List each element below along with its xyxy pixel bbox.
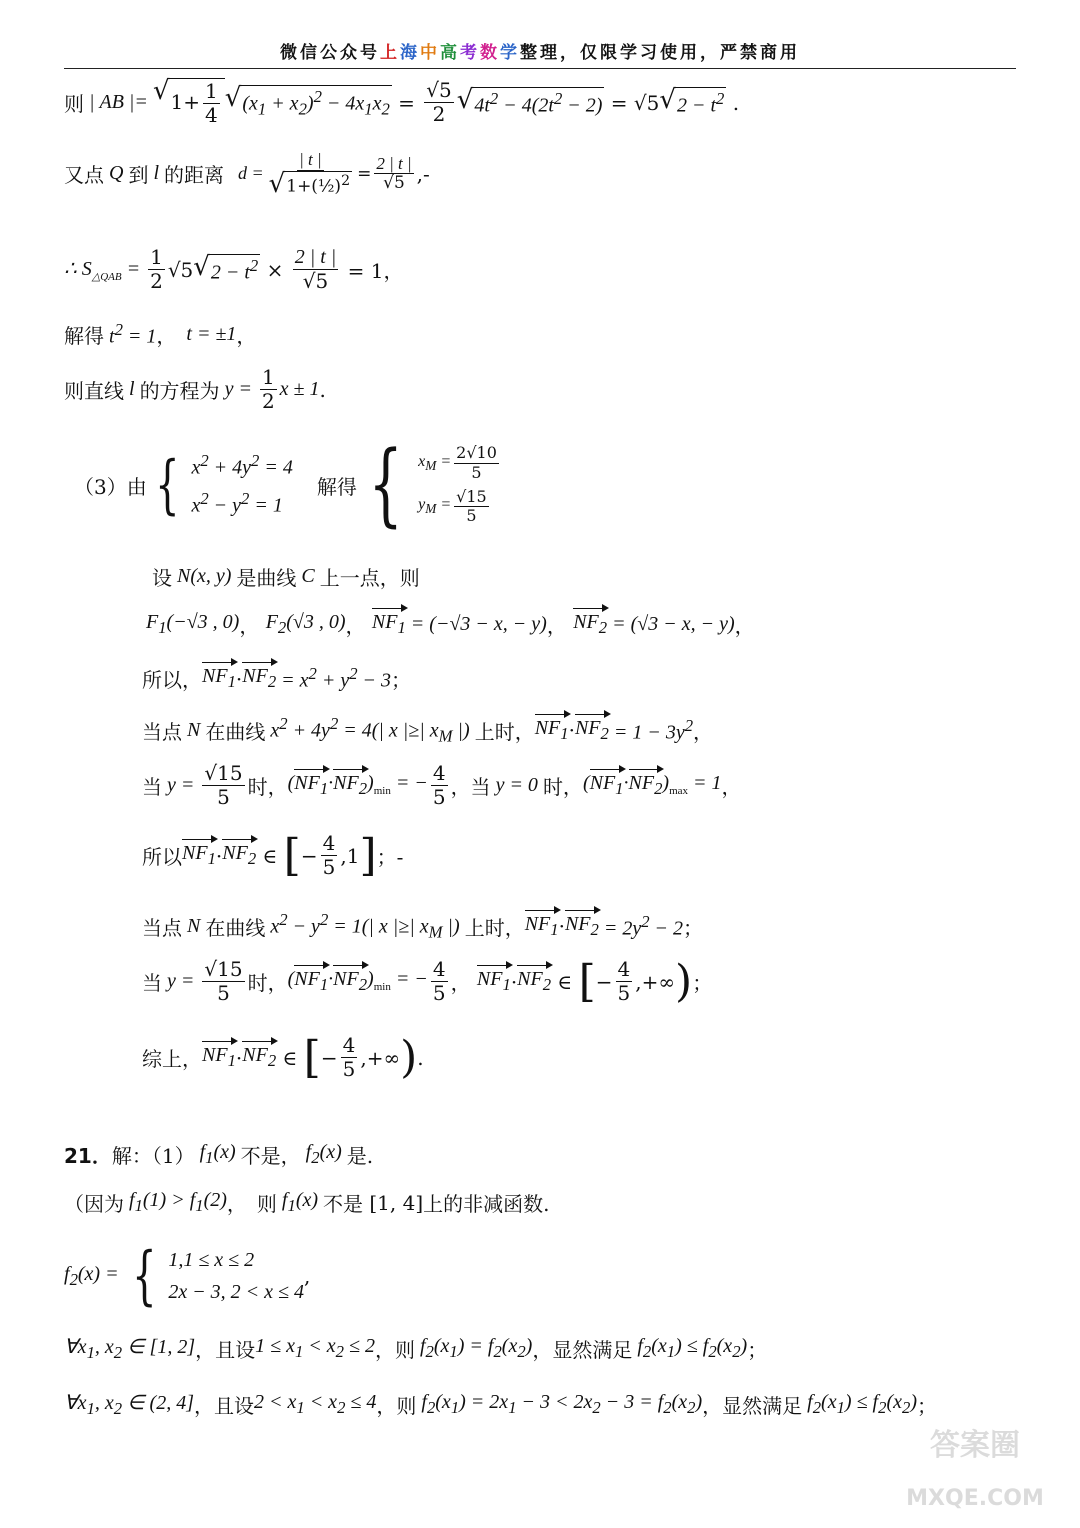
eq-dot-product: 所以， $NF_1$ · $NF_2$ = $x^2 + y^2 - 3$ ； <box>142 664 412 692</box>
header-brand-4: 高 <box>440 43 460 63</box>
q21-reason: （因为 $f_1(1) > f_1(2)$ ， 则 $f_1(x)$ 不是 [1, 4] 上的非减函数. <box>64 1189 550 1216</box>
eq-part3-system: （3）由 { $x^2 + 4y^2 = 4$ $x^2 - y^2 = 1$ 解得 { $x_M$ = $\frac{2√10}{5}$ $y_M$ = $\frac{√15}{5}$ <box>74 432 497 537</box>
header-brand-6: 数 <box>480 43 500 63</box>
q21-case-a: $\forall x_1$, $x_2$ ∈ [1, 2] ， 且设 $1 \le x_1 < x_2 \le 2$ ，则 $f_2(x_1) = f_2(x_2)$ ，显然满足 $f_2(x_1) \le f_2(x_2)$ ； <box>64 1335 768 1362</box>
header-suffix: 整理，仅限学习使用，严禁商用 <box>520 43 800 63</box>
eq-foci-vectors: $F_1(-√3$ , 0) ， $F_2(√3$ , 0) ， $NF_1$ = (−√3 − x, − y) ， $NF_2$ = (√3 − x, − y) ， <box>146 611 755 638</box>
watermark-top: 答案圈 <box>930 1428 1020 1463</box>
eq-distance: 又点 Q 到 l 的距离 d = | t | √ 1+(½)$^2$ = $\frac{2 | t |}{√5}$ ,- <box>64 150 430 199</box>
eq-ab-length: 则 | AB |= √ 1+ $\frac{1}{4}$ √ $(x_1 + x_2)^2 - 4x_1x_2$ = $\frac{√5}{2}$ √ $4t^2 - 4(2t^2 - 2)$ = √5 √ $2 - t^2$ . <box>64 76 740 127</box>
eq-point-n: 设 N(x, y) 是曲线 C 上一点，则 <box>152 565 420 590</box>
header-brand-1: 上 <box>380 43 400 63</box>
eq-conclusion: 综上， $NF_1$ · $NF_2$ ∈ [ − $\frac{4}{5}$ ,+∞ ) . <box>142 1031 424 1083</box>
q21-answer-1: 21． 解：（1） $f_1(x)$ 不是， $f_2(x)$ 是. <box>64 1141 374 1168</box>
watermark-logo <box>900 1410 1050 1520</box>
eq-solve-t: 解得 $t^2 = 1$ ， t = ±1 ， <box>64 320 257 348</box>
eq-case-hyperbola: 当点 N 在曲线 $x^2 - y^2 = 1(|$ x |≥| $x_M$ |) 上时， $NF_1$ · $NF_2$ = $2y^2 - 2$ ； <box>142 910 704 942</box>
header-brand-2: 海 <box>400 43 420 63</box>
q21-case-b: $\forall x_1$, $x_2$ ∈ (2, 4] ， 且设 $2 < x_1 < x_2 \le 4$ ，则 $f_2(x_1) = 2x_1 - 3 < 2x_2 - 3 = f_2(x_2)$ ，显然满足 $f_2(x_1) \le f_2(x_2)$ ； <box>64 1391 937 1418</box>
eq-range-ellipse: 所以 $NF_1$ · $NF_2$ ∈ [ − $\frac{4}{5}$ ,1 ] ；- <box>142 829 404 881</box>
eq-line-l: 则直线 l 的方程为 y = $\frac{1}{2}$ x ± 1 . <box>64 365 326 413</box>
eq-area: ∴ $S_{\triangle QAB}$ = $\frac{1}{2}$ √5 √ $2 - t^2$ × $\frac{2 | t |}{√5}$ = 1， <box>64 245 404 293</box>
watermark-bottom: MXQE.COM <box>906 1486 1044 1511</box>
eq-ellipse-extrema: 当 y = $\frac{√15}{5}$ 时， $(NF_1\cdot NF_2)_{min}$ = − $\frac{4}{5}$ ，当 y = 0 时， $(NF_1\cdot NF_2)_{max} = 1$ ， <box>142 761 742 809</box>
header-brand-3: 中 <box>420 43 440 63</box>
header-brand-5: 考 <box>460 43 480 63</box>
eq-hyperbola-min: 当 y = $\frac{√15}{5}$ 时， $(NF_1\cdot NF_2)_{min}$ = − $\frac{4}{5}$ ， $NF_1$ · $NF_2$ ∈ [ − $\frac{4}{5}$ ,+∞ ) ； <box>142 955 713 1007</box>
header-brand-7: 学 <box>500 43 520 63</box>
eq-case-ellipse: 当点 N 在曲线 $x^2 + 4y^2 = 4(|$ x |≥| $x_M$ |) 上时， $NF_1$ · $NF_2$ = $1 - 3y^2$ ， <box>142 714 714 746</box>
q21-piecewise: $f_2(x)$ = { 1,1 ≤ x ≤ 2 2x − 3, 2 < x ≤ 4 , <box>64 1239 311 1313</box>
header-prefix: 微信公众号 <box>280 43 380 63</box>
page-header <box>64 40 1016 69</box>
